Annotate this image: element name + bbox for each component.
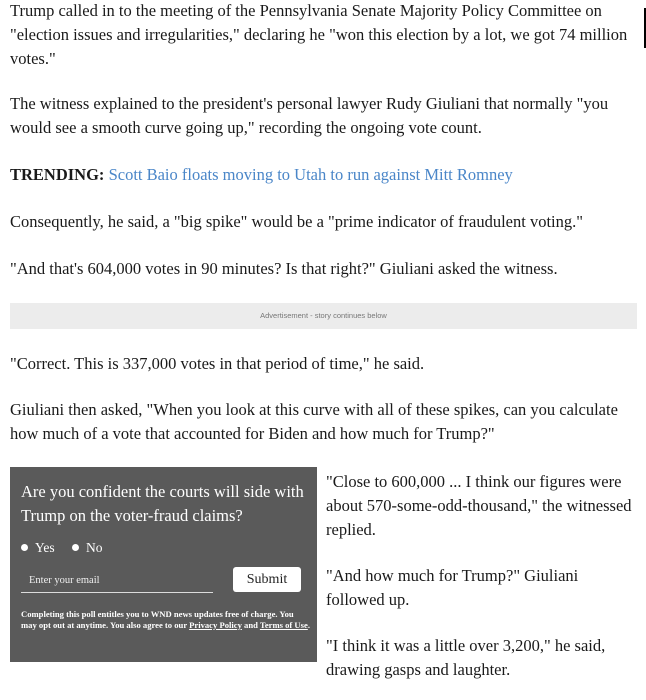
fine-print-text: Completing this poll entitles you to WND news updates free of charge. You may opt out at anytime. You also agree to our	[21, 609, 294, 630]
paragraph-witness-curve: The witness explained to the president's personal lawyer Rudy Giuliani that normally "you would see a smooth curve going up," recording the ongoing vote count.	[10, 94, 609, 137]
poll-option-no-label: No	[86, 539, 103, 555]
poll-question: Are you confident the courts will side with Trump on the voter-fraud claims?	[21, 482, 304, 525]
poll-widget	[10, 467, 317, 662]
fine-print-and: and	[244, 619, 258, 630]
submit-button[interactable]: Submit	[233, 567, 301, 592]
paragraph-trump-followup: "And how much for Trump?" Giuliani followed up.	[326, 566, 579, 609]
trending-link[interactable]: Scott Baio floats moving to Utah to run against Mitt Romney	[108, 165, 513, 184]
terms-of-use-link[interactable]: Terms of Use	[259, 619, 308, 630]
paragraph-337000-votes: "Correct. This is 337,000 votes in that period of time," he said.	[10, 354, 425, 373]
poll-option-no[interactable]	[72, 540, 103, 556]
poll-option-yes-label: Yes	[35, 539, 55, 555]
paragraph-604000-votes: "And that's 604,000 votes in 90 minutes? Is that right?" Giuliani asked the witness.	[10, 259, 558, 278]
poll-option-yes[interactable]	[21, 540, 55, 556]
privacy-policy-link[interactable]: Privacy Policy	[189, 619, 242, 630]
poll-fine-print	[21, 609, 311, 630]
paragraph-big-spike: Consequently, he said, a "big spike" would be a "prime indicator of fraudulent voting."	[10, 212, 583, 231]
email-input[interactable]: Enter your email	[21, 569, 213, 593]
paragraph-giuliani-question: Giuliani then asked, "When you look at this curve with all of these spikes, can you calculate how much of a vote that accounted for Biden and how much for Trump?"	[10, 400, 618, 443]
poll-options	[21, 539, 117, 556]
radio-dot-icon[interactable]	[72, 544, 79, 551]
trending-line	[10, 163, 638, 187]
radio-dot-icon[interactable]	[21, 544, 28, 551]
paragraph-trump-call: Trump called in to the meeting of the Pennsylvania Senate Majority Policy Committee on "election issues and irregularities," declaring he "won this election by a lot, we got 74 million votes."	[10, 1, 628, 68]
paragraph-3200-reply: "I think it was a little over 3,200," he said, drawing gasps and laughter.	[326, 636, 606, 679]
fine-print-period: .	[307, 619, 310, 630]
trending-label: TRENDING:	[10, 165, 105, 184]
paragraph-600000-reply: "Close to 600,000 ... I think our figures were about 570-some-odd-thousand," the witnessed replied.	[326, 472, 632, 539]
advertisement-banner: Advertisement - story continues below	[10, 303, 637, 329]
